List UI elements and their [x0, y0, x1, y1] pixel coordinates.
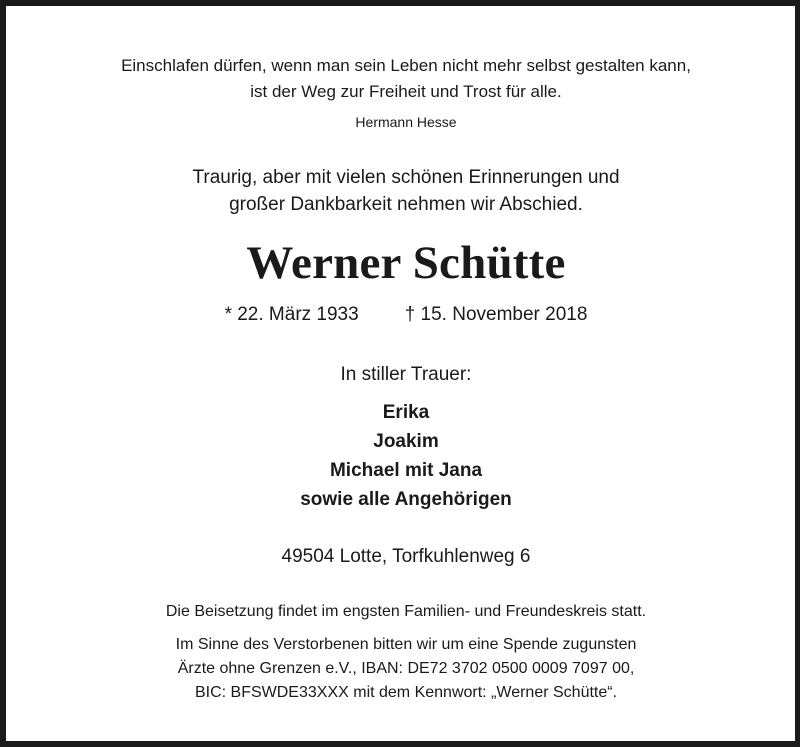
life-dates — [6, 304, 800, 326]
donation-line-3: BIC: BFSWDE33XXX mit dem Kennwort: „Werner Schütte“. — [194, 684, 618, 701]
deceased-name: Werner Schütte — [246, 237, 566, 289]
mourner-name: sowie alle Angehörigen — [300, 489, 512, 510]
birth-date: * 22. März 1933 — [224, 304, 359, 325]
intro-line-2: großer Dankbarkeit nehmen wir Abschied. — [229, 194, 583, 215]
quote-line-1: Einschlafen dürfen, wenn man sein Leben nicht mehr selbst gestalten kann, — [121, 56, 691, 75]
death-date: † 15. November 2018 — [404, 304, 588, 325]
mourner-name: Michael mit Jana — [329, 460, 483, 481]
mourner-name: Erika — [382, 402, 430, 423]
family-address: 49504 Lotte, Torfkuhlenweg 6 — [281, 546, 531, 567]
intro-line-1: Traurig, aber mit vielen schönen Erinnerungen und — [192, 167, 620, 188]
quote-line-2: ist der Weg zur Freiheit und Trost für alle. — [250, 82, 562, 101]
quote-author: Hermann Hesse — [355, 114, 457, 130]
burial-note: Die Beisetzung findet im engsten Familien- und Freundeskreis statt. — [165, 603, 647, 620]
mourning-heading: In stiller Trauer: — [340, 364, 472, 385]
donation-line-2: Ärzte ohne Grenzen e.V., IBAN: DE72 3702 0500 0009 7097 00, — [177, 660, 635, 677]
mourner-name: Joakim — [373, 431, 439, 452]
donation-line-1: Im Sinne des Verstorbenen bitten wir um eine Spende zugunsten — [175, 636, 637, 653]
